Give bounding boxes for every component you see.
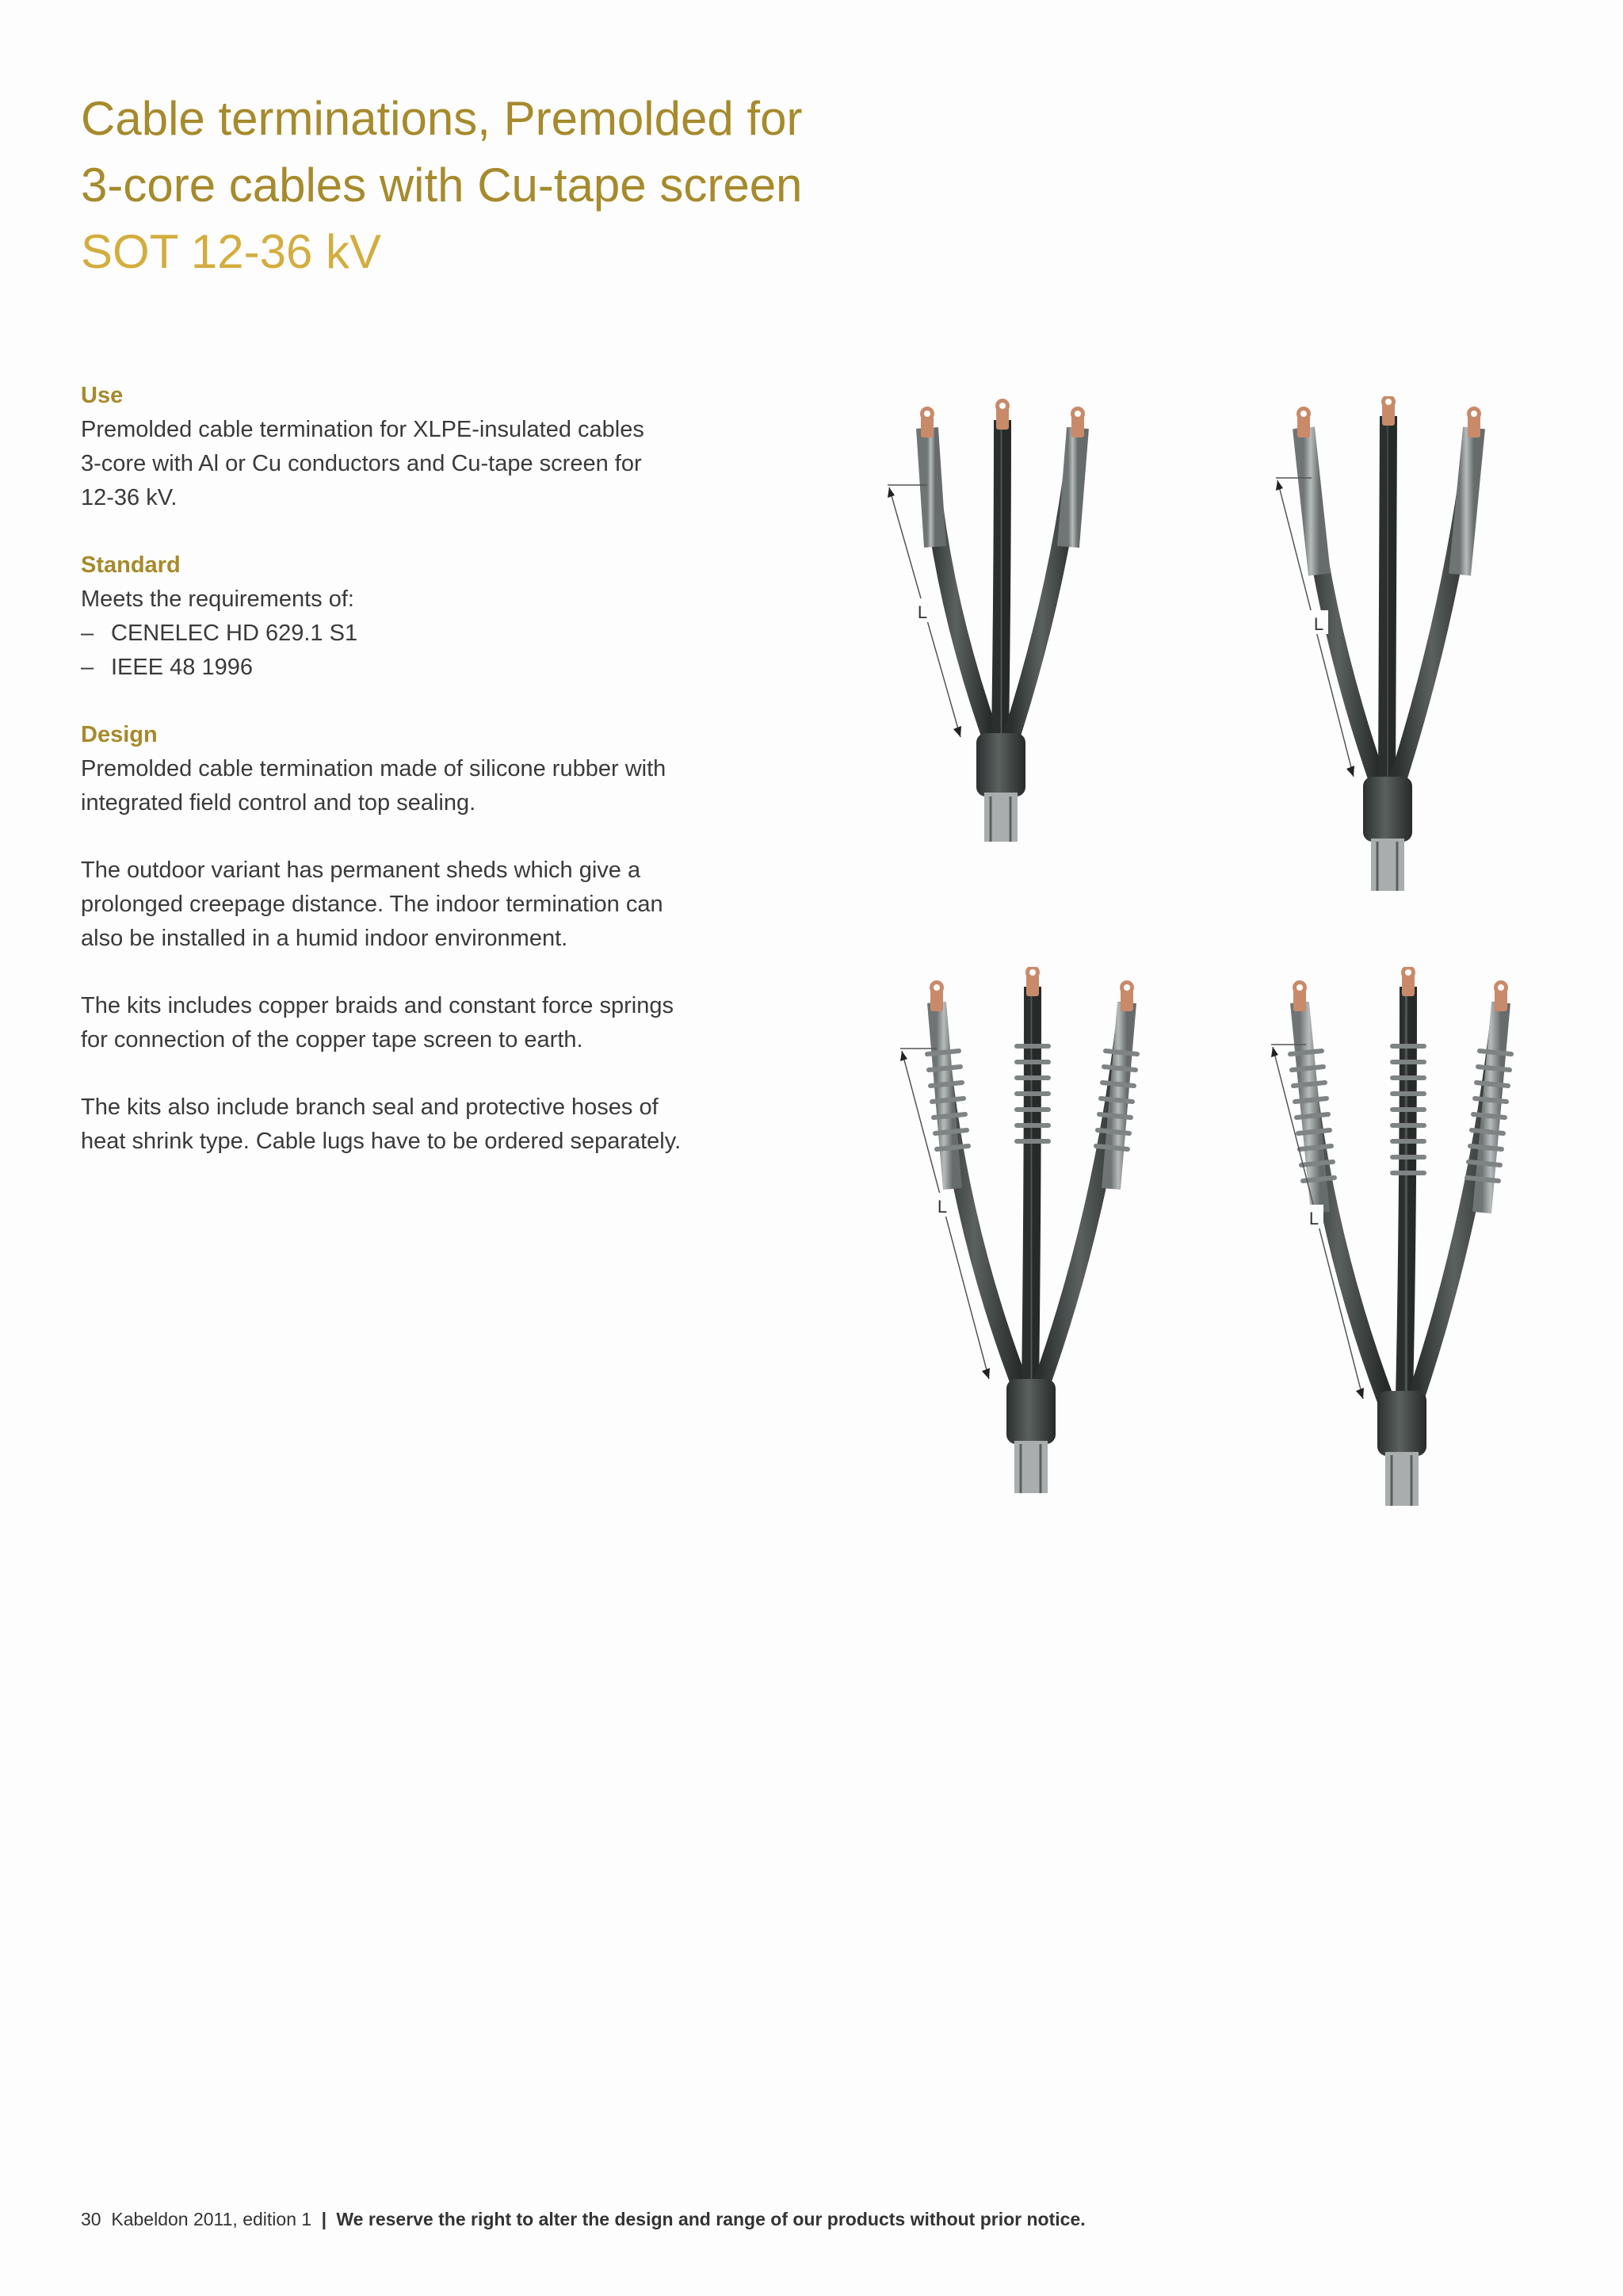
cable-lug (930, 980, 944, 1011)
dimension-label: L (937, 1197, 948, 1217)
footer-notice: We reserve the right to alter the design and range of our products without prior notice. (336, 2209, 1086, 2229)
figure-outdoor-termination-long (1252, 967, 1545, 1526)
dimension-arrow (1346, 766, 1354, 777)
design-line: The outdoor variant has permanent sheds which give a (81, 858, 641, 883)
copper-braid (1014, 1441, 1048, 1493)
cable-lug (1467, 407, 1481, 437)
branch-seal (1363, 777, 1412, 842)
cable-lug (1296, 407, 1311, 437)
cable-termination-illustration (888, 967, 1181, 1506)
cable-lug (1293, 980, 1307, 1011)
design-paragraph (81, 989, 762, 1057)
standard-item-text: CENELEC HD 629.1 S1 (111, 621, 358, 646)
dimension-arrow (953, 726, 961, 737)
title-line-2: 3-core cables with Cu-tape screen (81, 159, 803, 212)
dimension-arrow (982, 1368, 990, 1379)
list-dash: – (81, 621, 94, 646)
standard-heading: Standard (81, 552, 181, 578)
dimension-arrow (1271, 1047, 1278, 1057)
branch-seal (1377, 1391, 1426, 1456)
title-line-3: SOT 12-36 kV (81, 225, 382, 278)
design-paragraph (81, 752, 762, 820)
design-paragraph (81, 1091, 762, 1159)
use-line: 12-36 kV. (81, 485, 178, 510)
dimension-label: L (917, 602, 928, 622)
design-line: integrated field control and top sealing. (81, 790, 476, 816)
page-footer (81, 2209, 1086, 2230)
dimension-arrow (900, 1051, 907, 1061)
copper-braid (984, 793, 1018, 842)
page-number: 30 (81, 2209, 101, 2229)
use-line: Premolded cable termination for XLPE-insulated cables (81, 417, 644, 442)
termination-sleeve (1068, 428, 1078, 547)
cable-lug (1120, 980, 1134, 1011)
standard-intro: Meets the requirements of: (81, 586, 354, 612)
cable-termination-illustration (1252, 967, 1545, 1522)
use-line: 3-core with Al or Cu conductors and Cu-tape screen for (81, 451, 642, 476)
section-design (81, 718, 762, 1159)
figure-outdoor-termination-short (888, 967, 1181, 1510)
dimension-arrow (1276, 480, 1283, 491)
page-title (81, 86, 802, 285)
termination-sleeve (1111, 1003, 1127, 1189)
design-line: heat shrink type. Cable lugs have to be ordered separately. (81, 1129, 682, 1154)
dimension-arrow (1356, 1388, 1364, 1399)
publication-name: Kabeldon 2011, edition 1 (111, 2209, 312, 2229)
cable-termination-illustration (1252, 396, 1537, 904)
standard-item (81, 651, 762, 685)
cable-lug (995, 399, 1010, 430)
copper-braid (1385, 1452, 1419, 1506)
cable-termination-illustration (872, 396, 1157, 856)
design-paragraph (81, 854, 762, 956)
standard-item-text: IEEE 48 1996 (111, 655, 253, 680)
design-line: The kits also include branch seal and protective hoses of (81, 1095, 659, 1120)
design-line: also be installed in a humid indoor environment. (81, 926, 568, 951)
cable-lug (1494, 980, 1508, 1011)
cable-lug (920, 407, 934, 437)
branch-seal (1006, 1379, 1056, 1444)
branch-seal (976, 733, 1025, 797)
standard-item (81, 617, 762, 651)
body-text (81, 379, 762, 1192)
termination-sleeve (1460, 428, 1474, 575)
termination-sleeve (927, 428, 935, 547)
section-use (81, 379, 762, 515)
figure-indoor-termination-short (872, 396, 1157, 860)
use-heading: Use (81, 383, 124, 408)
cable-lug (1381, 396, 1396, 426)
list-dash: – (81, 655, 94, 680)
dimension-label: L (1313, 614, 1324, 634)
figure-indoor-termination-long (1252, 396, 1537, 907)
cable-lug (1025, 967, 1040, 996)
dimension-label: L (1308, 1209, 1319, 1228)
design-line: for connection of the copper tape screen to earth. (81, 1027, 583, 1052)
copper-braid (1371, 839, 1404, 891)
cable-lug (1071, 407, 1085, 437)
title-line-1: Cable terminations, Premolded for (81, 92, 803, 145)
design-line: prolonged creepage distance. The indoor termination can (81, 892, 663, 917)
section-standard (81, 548, 762, 685)
design-line: Premolded cable termination made of silicone rubber with (81, 756, 666, 781)
termination-sleeve (937, 1003, 953, 1189)
termination-sleeve (1304, 428, 1319, 575)
design-heading: Design (81, 722, 158, 747)
design-line: The kits includes copper braids and constant force springs (81, 993, 674, 1018)
cable-lug (1401, 967, 1415, 996)
footer-separator: | (321, 2209, 327, 2229)
dimension-arrow (888, 487, 895, 498)
